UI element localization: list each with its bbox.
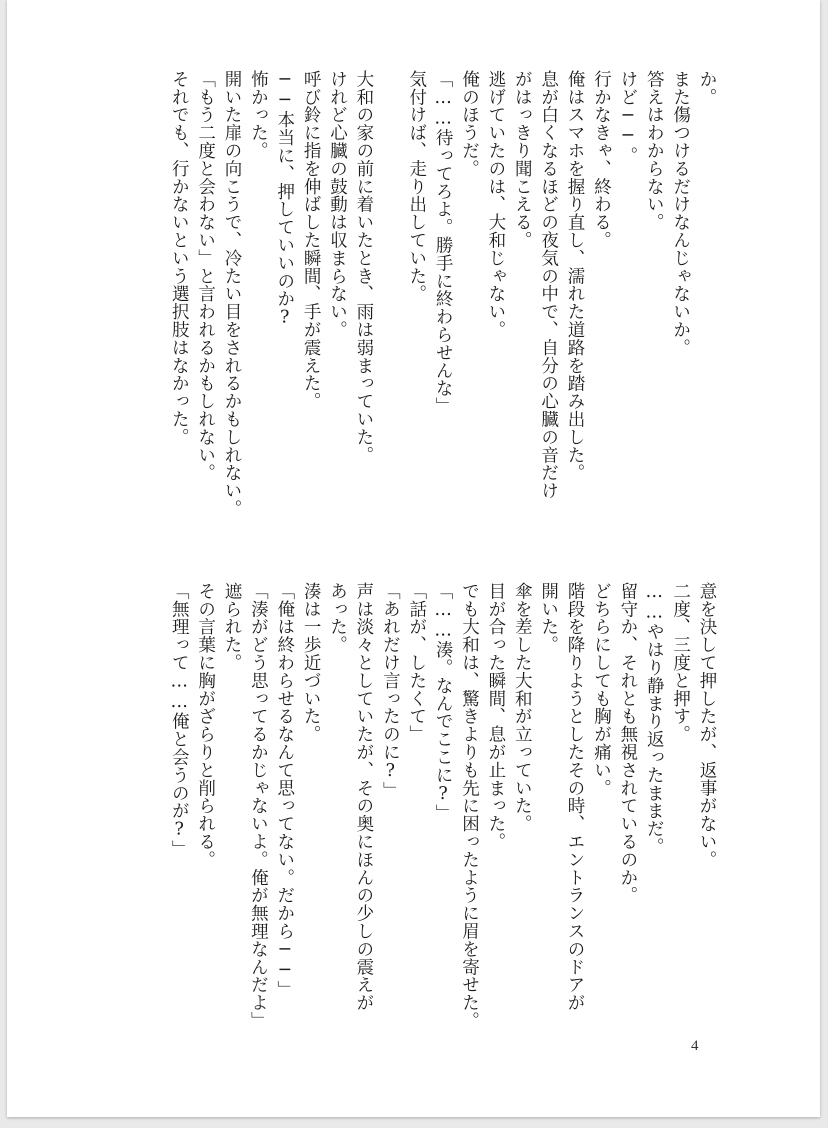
- text-line: 遮られた。: [221, 582, 242, 672]
- text-line: ……やはり静まり返ったままだ。: [644, 582, 665, 856]
- text-line: がはっきり聞こえる。: [512, 70, 533, 249]
- text-line: 「あれだけ言ったのに?」: [380, 582, 401, 800]
- text-line: 怖かった。: [248, 70, 269, 160]
- text-line: 開いた。: [538, 582, 559, 654]
- text-line: 傘を差した大和が立っていた。: [512, 582, 533, 833]
- text-line: ──本当に、押していいのか?: [274, 70, 295, 329]
- text-line: 開いた扉の向こうで、冷たい目をされるかもしれない。: [221, 70, 242, 518]
- text-line: それでも、行かないという選択肢はなかった。: [169, 70, 190, 446]
- text-line: 「……湊。なんでここに?」: [433, 582, 454, 823]
- text-line: 「無理って……俺と会うのが?」: [169, 582, 190, 858]
- text-line: けれど心臓の鼓動は収まらない。: [327, 70, 348, 339]
- text-line: 「湊がどう思ってるかじゃないよ。俺が無理なんだよ」: [248, 582, 269, 1030]
- text-line: 目が合った瞬間、息が止まった。: [485, 582, 506, 851]
- text-line: か。: [697, 70, 717, 106]
- text-line: 意を決して押したが、返事がない。: [697, 582, 717, 869]
- manuscript-page: [7, 0, 820, 1117]
- text-line: 俺のほうだ。: [459, 70, 480, 178]
- text-line: あった。: [327, 582, 348, 654]
- text-line: 気付けば、走り出していた。: [406, 70, 427, 303]
- text-line: 湊は一歩近づいた。: [301, 582, 322, 744]
- text-line: 声は淡々としていたが、その奥にほんの少しの震えが: [353, 582, 374, 1012]
- page-number: 4: [691, 1038, 699, 1054]
- text-line: 逃げていたのは、大和じゃない。: [485, 70, 506, 339]
- text-line: 留守か、それとも無視されているのか。: [617, 582, 638, 905]
- text-line: けど──。: [617, 70, 638, 165]
- lower-text-block: [166, 582, 720, 1042]
- text-line: また傷つけるだけなんじゃないか。: [670, 70, 691, 357]
- text-line: その言葉に胸がざらりと削られる。: [195, 582, 216, 869]
- text-line: 「もう二度と会わない」と言われるかもしれない。: [195, 70, 216, 482]
- text-line: どちらにしても胸が痛い。: [591, 582, 612, 797]
- text-line: 二度、三度と押す。: [670, 582, 691, 744]
- text-line: 行かなきゃ、終わる。: [591, 70, 612, 249]
- text-line: 呼び鈴に指を伸ばした瞬間、手が震えた。: [301, 70, 322, 411]
- text-line: でも大和は、驚きよりも先に困ったように眉を寄せた。: [459, 582, 480, 1030]
- text-line: 大和の家の前に着いたとき、雨は弱まっていた。: [353, 70, 374, 464]
- blank-line: [377, 70, 403, 530]
- text-line: 俺はスマホを握り直し、濡れた道路を踏み出した。: [565, 70, 586, 482]
- text-line: 息が白くなるほどの夜気の中で、自分の心臓の音だけ: [538, 70, 559, 500]
- text-line: 階段を降りようとしたその時、エントランスのドアが: [565, 582, 586, 1012]
- text-line: 「俺は終わらせるなんて思ってない。だから──」: [274, 582, 295, 999]
- text-line: 答えはわからない。: [644, 70, 665, 232]
- text-line: 「話が、したくて」: [406, 582, 427, 744]
- text-line: 「……待ってろよ。勝手に終わらせんな」: [433, 70, 454, 416]
- upper-text-block: [166, 70, 720, 530]
